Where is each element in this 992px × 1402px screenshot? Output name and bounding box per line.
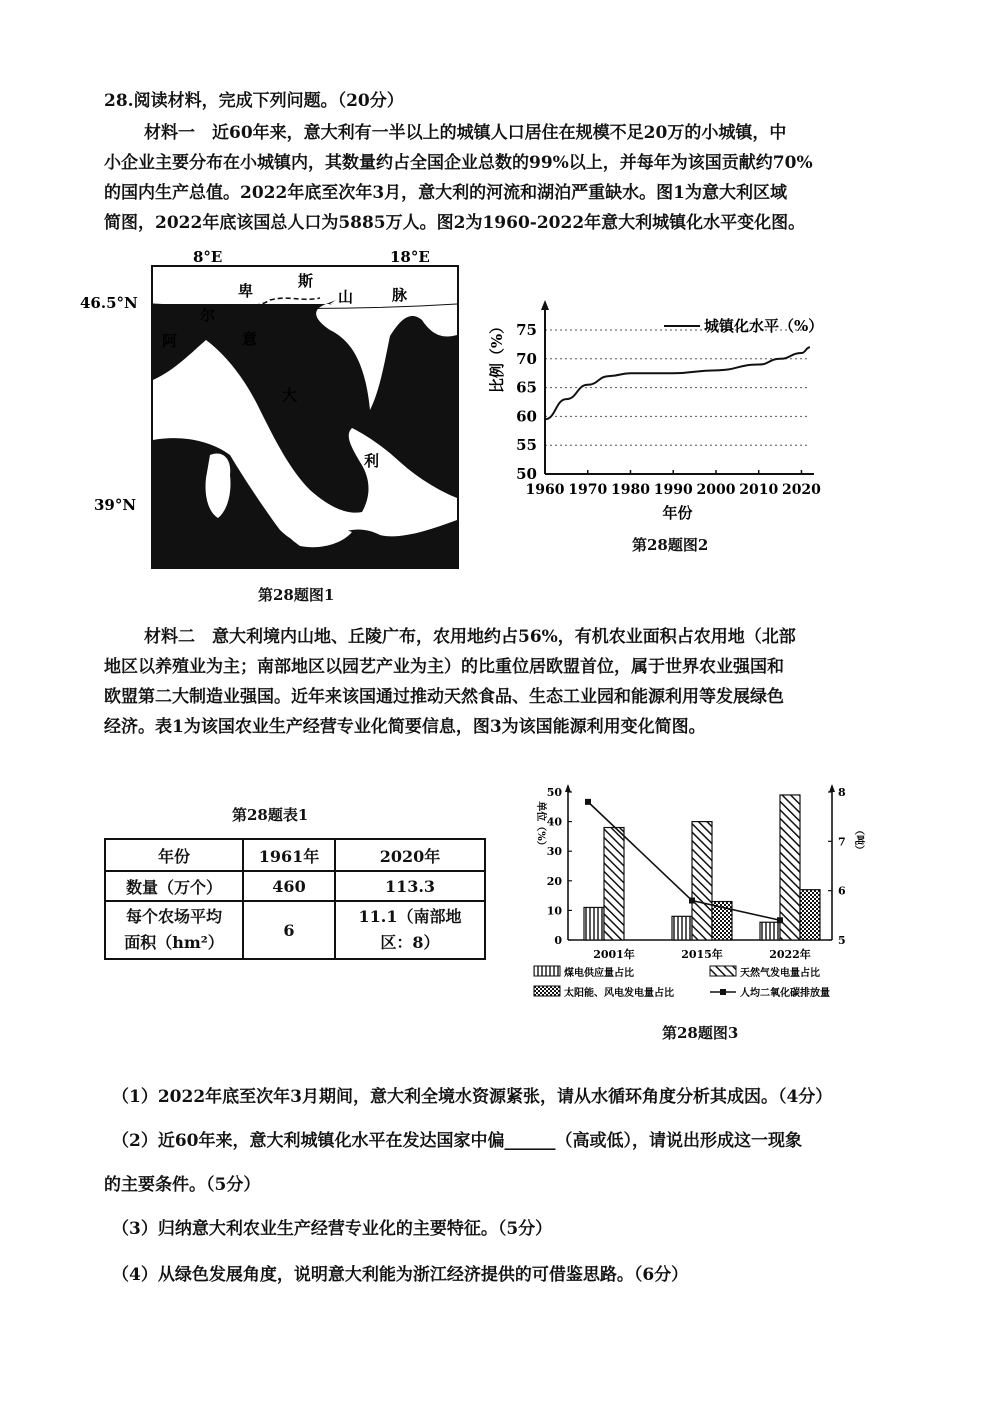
table-header-1961: 1961年 bbox=[243, 839, 335, 871]
x-tick-0: 2001年 bbox=[593, 948, 635, 961]
y-tick-60: 60 bbox=[516, 407, 537, 426]
y-tick-75: 75 bbox=[516, 321, 537, 339]
co2-point-0 bbox=[585, 799, 591, 805]
table-header-2020: 2020年 bbox=[335, 839, 485, 871]
left-axis-label: 单位（%） bbox=[535, 801, 546, 851]
lat-label-46n: 46.5°N bbox=[80, 294, 138, 312]
legend-marker-co2 bbox=[720, 989, 726, 995]
y-right-arrow bbox=[829, 784, 835, 792]
legend-swatch-gas bbox=[710, 966, 736, 976]
left-tick-10: 10 bbox=[546, 904, 562, 918]
map-label-yi: 意 bbox=[242, 330, 258, 348]
map-caption: 第28题图1 bbox=[258, 586, 335, 604]
question-title: 28.阅读材料，完成下列问题。（20分） bbox=[104, 91, 404, 111]
legend-swatch-solar bbox=[534, 986, 560, 996]
material1-line-4: 简图，2022年底该国总人口为5885万人。图2为1960-2022年意大利城镇化水平变化图。 bbox=[104, 213, 806, 233]
table-cell-area-1961: 6 bbox=[243, 901, 335, 959]
bar-2-2 bbox=[800, 890, 820, 940]
table-caption: 第28题表1 bbox=[232, 806, 309, 824]
legend-label-gas: 天然气发电量占比 bbox=[740, 968, 820, 979]
bar-0-1 bbox=[672, 916, 692, 940]
lon-label-18e: 18°E bbox=[390, 248, 430, 266]
table-cell-count-1961: 460 bbox=[243, 871, 335, 901]
x-tick-1970: 1970 bbox=[568, 482, 608, 498]
table-cell-count-label: 数量（万个） bbox=[105, 871, 243, 901]
lat-label-39n: 39°N bbox=[94, 496, 137, 514]
chart2-caption: 第28题图2 bbox=[632, 536, 709, 554]
right-axis-label: （吨） bbox=[853, 825, 864, 855]
farm-table bbox=[104, 838, 486, 960]
map-label-mai: 脉 bbox=[392, 286, 408, 304]
table-cell-area-label: 每个农场平均面积（hm²） bbox=[105, 901, 243, 959]
legend-swatch-coal bbox=[534, 966, 560, 976]
x-tick-1990: 1990 bbox=[653, 482, 693, 498]
energy-bar-chart bbox=[520, 780, 870, 1012]
left-tick-30: 30 bbox=[546, 845, 562, 859]
bar-1-0 bbox=[604, 828, 624, 940]
material1-line-2: 小企业主要分布在小城镇内，其数量约占全国企业总数的99%以上，并每年为该国贡献约70% bbox=[104, 153, 813, 173]
y-axis-label: 比例（%） bbox=[488, 318, 506, 394]
question-4: （4）从绿色发展角度，说明意大利能为浙江经济提供的可借鉴思路。（6分） bbox=[112, 1265, 689, 1285]
x-tick-1980: 1980 bbox=[610, 482, 650, 498]
map-label-si: 斯 bbox=[298, 272, 314, 290]
material1-line-3: 的国内生产总值。2022年底至次年3月，意大利的河流和湖泊严重缺水。图1为意大利区域 bbox=[104, 183, 787, 203]
material2-line-4: 经济。表1为该国农业生产经营专业化简要信息，图3为该国能源利用变化简图。 bbox=[104, 717, 706, 737]
x-tick-1960: 1960 bbox=[525, 482, 565, 498]
right-tick-8: 8 bbox=[838, 786, 846, 799]
map-label-bei: 卑 bbox=[238, 282, 254, 300]
material2-line-2: 地区以养殖业为主；南部地区以园艺产业为主）的比重位居欧盟首位，属于世界农业强国和 bbox=[104, 657, 784, 677]
left-tick-0: 0 bbox=[554, 934, 562, 947]
map-label-shan: 山 bbox=[338, 288, 354, 306]
italy-map bbox=[80, 240, 480, 580]
x-tick-2000: 2000 bbox=[696, 482, 736, 498]
y-axis-arrow bbox=[541, 300, 549, 310]
table-cell-count-2020: 113.3 bbox=[335, 871, 485, 901]
bar-0-0 bbox=[584, 907, 604, 940]
bar-1-1 bbox=[692, 822, 712, 940]
co2-point-2 bbox=[777, 917, 783, 923]
urbanization-series-line bbox=[545, 347, 810, 419]
bar-0-2 bbox=[760, 922, 780, 940]
material2-line-3: 欧盟第二大制造业强国。近年来该国通过推动天然食品、生态工业园和能源利用等发展绿色 bbox=[104, 687, 784, 707]
chart3-caption: 第28题图3 bbox=[662, 1024, 739, 1042]
x-tick-2: 2022年 bbox=[769, 948, 811, 961]
y-tick-50: 50 bbox=[516, 465, 537, 483]
map-label-er: 尔 bbox=[200, 306, 216, 324]
left-tick-40: 40 bbox=[546, 815, 562, 829]
material2-line-1: 材料二 意大利境内山地、丘陵广布，农用地约占56%，有机农业面积占农用地（北部 bbox=[144, 627, 796, 647]
legend-label-coal: 煤电供应量占比 bbox=[564, 968, 634, 979]
question-1: （1）2022年底至次年3月期间，意大利全境水资源紧张，请从水循环角度分析其成因。（4分） bbox=[112, 1087, 833, 1107]
y-tick-65: 65 bbox=[516, 378, 537, 397]
legend-label-solar: 太阳能、风电发电量占比 bbox=[564, 988, 674, 999]
y-tick-70: 70 bbox=[516, 349, 537, 368]
right-tick-6: 6 bbox=[838, 884, 846, 898]
legend-label: 城镇化水平（%） bbox=[704, 317, 824, 335]
map-label-li: 利 bbox=[364, 452, 380, 470]
lon-label-8e: 8°E bbox=[193, 248, 223, 266]
x-axis-label: 年份 bbox=[662, 504, 693, 522]
left-tick-20: 20 bbox=[546, 874, 562, 888]
right-tick-7: 7 bbox=[838, 835, 846, 849]
x-tick-1: 2015年 bbox=[681, 948, 723, 961]
legend-label-co2: 人均二氧化碳排放量 bbox=[740, 988, 830, 999]
question-2-cont: 的主要条件。（5分） bbox=[104, 1175, 261, 1195]
right-tick-5: 5 bbox=[838, 934, 846, 947]
map-label-da: 大 bbox=[282, 386, 298, 404]
y-tick-55: 55 bbox=[516, 436, 537, 455]
map-label-a: 阿 bbox=[162, 332, 178, 350]
x-tick-2010: 2010 bbox=[739, 482, 779, 498]
question-2: （2）近60年来，意大利城镇化水平在发达国家中偏______（高或低），请说出形成这一现象 bbox=[112, 1131, 802, 1151]
table-header-year: 年份 bbox=[105, 839, 243, 871]
co2-point-1 bbox=[689, 898, 695, 904]
urbanization-line-chart bbox=[488, 296, 848, 536]
material1-line-1: 材料一 近60年来，意大利有一半以上的城镇人口居住在规模不足20万的小城镇，中 bbox=[144, 123, 787, 143]
table-cell-area-2020: 11.1（南部地区：8） bbox=[335, 901, 485, 959]
left-tick-50: 50 bbox=[546, 786, 562, 799]
question-3: （3）归纳意大利农业生产经营专业化的主要特征。（5分） bbox=[112, 1219, 553, 1239]
y-left-arrow bbox=[565, 784, 571, 792]
x-tick-2020: 2020 bbox=[781, 482, 821, 498]
